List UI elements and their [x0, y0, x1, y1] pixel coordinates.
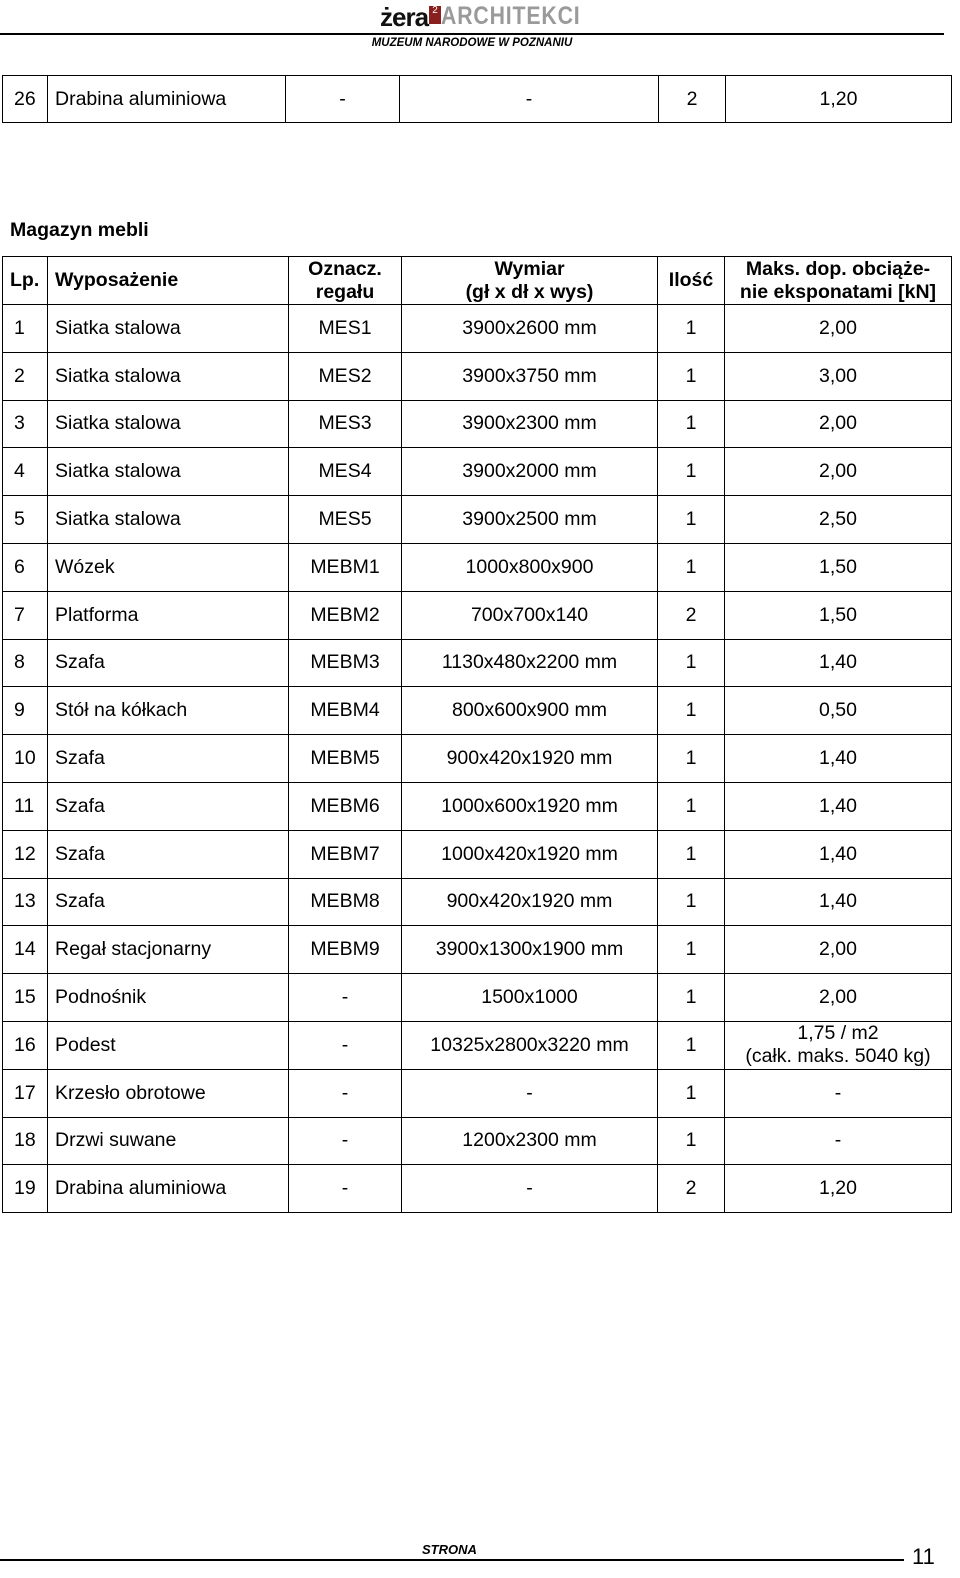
cell-wymiar: - — [402, 1165, 658, 1213]
cell-obciazenie: - — [725, 1069, 952, 1117]
furniture-table-body — [3, 305, 952, 1213]
cell-oznaczenie: MEBM9 — [289, 926, 402, 974]
table-row — [3, 305, 952, 353]
page-number: 11 — [912, 1544, 935, 1569]
cell-wyposazenie: Szafa — [48, 735, 289, 783]
header-subtitle: MUZEUM NARODOWE W POZNANIU — [371, 37, 573, 49]
cell-obciazenie: 1,40 — [725, 639, 952, 687]
cell-obciazenie: 1,40 — [725, 830, 952, 878]
cell-wymiar: 1500x1000 — [402, 974, 658, 1022]
cell-obciazenie: 1,40 — [725, 878, 952, 926]
cell-wymiar: - — [400, 76, 659, 123]
cell-wymiar: 800x600x900 mm — [402, 687, 658, 735]
table-row — [3, 1021, 952, 1069]
cell-ilosc: 1 — [658, 782, 725, 830]
cell-wyposazenie: Podnośnik — [48, 974, 289, 1022]
cell-wyposazenie: Drzwi suwane — [48, 1117, 289, 1165]
cell-wymiar: 3900x2500 mm — [402, 496, 658, 544]
cell-ilosc: 2 — [659, 76, 726, 123]
cell-wyposazenie: Siatka stalowa — [48, 496, 289, 544]
cell-wymiar: 700x700x140 — [402, 591, 658, 639]
cell-wymiar: 3900x3750 mm — [402, 352, 658, 400]
cell-wymiar: 1000x800x900 — [402, 543, 658, 591]
cell-wyposazenie: Wózek — [48, 543, 289, 591]
cell-ilosc: 1 — [658, 687, 725, 735]
continuation-table — [2, 75, 952, 123]
cell-obciazenie: 1,40 — [725, 782, 952, 830]
cell-obciazenie: 1,40 — [725, 735, 952, 783]
cell-wymiar: 1000x420x1920 mm — [402, 830, 658, 878]
cell-lp: 16 — [3, 1021, 48, 1069]
cell-lp: 5 — [3, 496, 48, 544]
cell-lp: 17 — [3, 1069, 48, 1117]
cell-oznaczenie: MEBM1 — [289, 543, 402, 591]
cell-obciazenie: 1,50 — [725, 543, 952, 591]
continuation-table-body — [3, 76, 952, 123]
cell-lp: 9 — [3, 687, 48, 735]
table-row — [3, 543, 952, 591]
table-row — [3, 830, 952, 878]
cell-wymiar: 1000x600x1920 mm — [402, 782, 658, 830]
header-wymiar — [402, 257, 658, 305]
cell-oznaczenie: MEBM7 — [289, 830, 402, 878]
cell-oznaczenie: - — [289, 1021, 402, 1069]
cell-lp: 2 — [3, 352, 48, 400]
furniture-storage-table — [2, 256, 952, 1213]
header-wymiar-line1: Wymiar — [494, 257, 565, 280]
cell-obciazenie: 2,50 — [725, 496, 952, 544]
cell-lp: 26 — [3, 76, 48, 123]
cell-lp: 8 — [3, 639, 48, 687]
cell-lp: 10 — [3, 735, 48, 783]
cell-wyposazenie: Szafa — [48, 830, 289, 878]
cell-obciazenie: 2,00 — [725, 974, 952, 1022]
cell-oznaczenie: - — [289, 974, 402, 1022]
table-row — [3, 1117, 952, 1165]
cell-ilosc: 1 — [658, 1021, 725, 1069]
cell-obciazenie: 1,50 — [725, 591, 952, 639]
cell-ilosc: 1 — [658, 735, 725, 783]
header-maks-obciazenie — [725, 257, 952, 305]
cell-oznaczenie: MES3 — [289, 400, 402, 448]
cell-ilosc: 1 — [658, 926, 725, 974]
cell-oznaczenie: MEBM5 — [289, 735, 402, 783]
cell-obciazenie — [725, 1021, 952, 1069]
cell-obciazenie: 2,00 — [725, 448, 952, 496]
cell-wyposazenie: Szafa — [48, 782, 289, 830]
header-maks-line1: Maks. dop. obciąże- — [745, 257, 931, 280]
cell-oznaczenie: MES5 — [289, 496, 402, 544]
cell-ilosc: 1 — [658, 639, 725, 687]
cell-wyposazenie: Krzesło obrotowe — [48, 1069, 289, 1117]
cell-wyposazenie: Szafa — [48, 639, 289, 687]
cell-oznaczenie: MEBM8 — [289, 878, 402, 926]
cell-lp: 18 — [3, 1117, 48, 1165]
header-oznaczenie-line1: Oznacz. — [308, 257, 382, 280]
header-wymiar-line2: (gł x dł x wys) — [465, 280, 594, 303]
cell-ilosc: 1 — [658, 305, 725, 353]
footer-rule — [0, 1559, 904, 1561]
cell-wymiar: 1130x480x2200 mm — [402, 639, 658, 687]
cell-ilosc: 1 — [658, 448, 725, 496]
cell-obciazenie: 2,00 — [725, 400, 952, 448]
cell-ilosc: 1 — [658, 1117, 725, 1165]
cell-lp: 13 — [3, 878, 48, 926]
cell-obciazenie: 1,20 — [725, 1165, 952, 1213]
table-row — [3, 352, 952, 400]
table-row — [3, 1069, 952, 1117]
header-maks-line2: nie eksponatami [kN] — [739, 280, 937, 303]
cell-lp: 4 — [3, 448, 48, 496]
header-lp: Lp. — [3, 257, 48, 305]
cell-lp: 15 — [3, 974, 48, 1022]
cell-oznaczenie: MES1 — [289, 305, 402, 353]
cell-wymiar: 10325x2800x3220 mm — [402, 1021, 658, 1069]
cell-ilosc: 1 — [658, 1069, 725, 1117]
cell-oznaczenie: - — [289, 1165, 402, 1213]
logo-zera-text: żera — [380, 2, 429, 32]
cell-lp: 6 — [3, 543, 48, 591]
table-row — [3, 639, 952, 687]
header-ilosc: Ilość — [658, 257, 725, 305]
cell-oznaczenie: - — [286, 76, 400, 123]
cell-wymiar: - — [402, 1069, 658, 1117]
cell-wymiar: 900x420x1920 mm — [402, 735, 658, 783]
cell-obciazenie: 3,00 — [725, 352, 952, 400]
cell-wyposazenie: Podest — [48, 1021, 289, 1069]
page-header — [0, 0, 960, 52]
table-row — [3, 974, 952, 1022]
cell-lp: 11 — [3, 782, 48, 830]
section-title: Magazyn mebli — [10, 219, 149, 241]
cell-ilosc: 1 — [658, 400, 725, 448]
table-row — [3, 878, 952, 926]
zera-architekci-logo — [380, 2, 605, 32]
header-oznaczenie-line2: regału — [315, 280, 375, 303]
cell-lp: 14 — [3, 926, 48, 974]
cell-oznaczenie: MES2 — [289, 352, 402, 400]
cell-oznaczenie: MEBM2 — [289, 591, 402, 639]
table-row — [3, 1165, 952, 1213]
cell-wymiar: 3900x1300x1900 mm — [402, 926, 658, 974]
cell-wyposazenie: Szafa — [48, 878, 289, 926]
table-header-row — [3, 257, 952, 305]
cell-wyposazenie: Regał stacjonarny — [48, 926, 289, 974]
cell-ilosc: 1 — [658, 352, 725, 400]
cell-ilosc: 1 — [658, 830, 725, 878]
cell-wyposazenie: Stół na kółkach — [48, 687, 289, 735]
cell-obciazenie: 0,50 — [725, 687, 952, 735]
cell-oznaczenie: MEBM6 — [289, 782, 402, 830]
cell-wymiar: 3900x2300 mm — [402, 400, 658, 448]
footer-label: STRONA — [422, 1542, 477, 1557]
cell-ilosc: 1 — [658, 496, 725, 544]
cell-ilosc: 2 — [658, 591, 725, 639]
cell-wymiar: 3900x2000 mm — [402, 448, 658, 496]
cell-wyposazenie: Siatka stalowa — [48, 305, 289, 353]
cell-oznaczenie: MEBM3 — [289, 639, 402, 687]
header-wyposazenie: Wyposażenie — [48, 257, 289, 305]
cell-wyposazenie: Platforma — [48, 591, 289, 639]
table-row — [3, 400, 952, 448]
cell-obciazenie: 2,00 — [725, 926, 952, 974]
cell-wymiar: 900x420x1920 mm — [402, 878, 658, 926]
table-row — [3, 76, 952, 123]
cell-ilosc: 1 — [658, 974, 725, 1022]
cell-wyposazenie: Siatka stalowa — [48, 400, 289, 448]
cell-oznaczenie: MES4 — [289, 448, 402, 496]
header-oznaczenie — [289, 257, 402, 305]
table-row — [3, 448, 952, 496]
cell-ilosc: 1 — [658, 543, 725, 591]
table-row — [3, 496, 952, 544]
cell-line: (całk. maks. 5040 kg) — [745, 1045, 931, 1068]
cell-lp: 12 — [3, 830, 48, 878]
table-row — [3, 926, 952, 974]
cell-ilosc: 2 — [658, 1165, 725, 1213]
cell-wyposazenie: Drabina aluminiowa — [48, 1165, 289, 1213]
cell-oznaczenie: - — [289, 1069, 402, 1117]
cell-wyposazenie: Siatka stalowa — [48, 448, 289, 496]
table-row — [3, 687, 952, 735]
cell-obciazenie: 1,20 — [726, 76, 952, 123]
cell-wyposazenie: Drabina aluminiowa — [48, 76, 286, 123]
table-row — [3, 735, 952, 783]
cell-wymiar: 3900x2600 mm — [402, 305, 658, 353]
logo-architekci-text: ARCHITEKCI — [441, 2, 581, 30]
header-rule — [0, 33, 944, 35]
cell-wymiar: 1200x2300 mm — [402, 1117, 658, 1165]
table-header — [3, 257, 952, 305]
cell-lp: 7 — [3, 591, 48, 639]
cell-wyposazenie: Siatka stalowa — [48, 352, 289, 400]
logo-badge: 2 — [429, 6, 441, 24]
table-row — [3, 782, 952, 830]
cell-obciazenie: - — [725, 1117, 952, 1165]
cell-line: 1,75 / m2 — [797, 1022, 879, 1045]
table-row — [3, 591, 952, 639]
cell-obciazenie: 2,00 — [725, 305, 952, 353]
cell-lp: 3 — [3, 400, 48, 448]
cell-ilosc: 1 — [658, 878, 725, 926]
cell-oznaczenie: MEBM4 — [289, 687, 402, 735]
cell-lp: 1 — [3, 305, 48, 353]
cell-oznaczenie: - — [289, 1117, 402, 1165]
cell-lp: 19 — [3, 1165, 48, 1213]
